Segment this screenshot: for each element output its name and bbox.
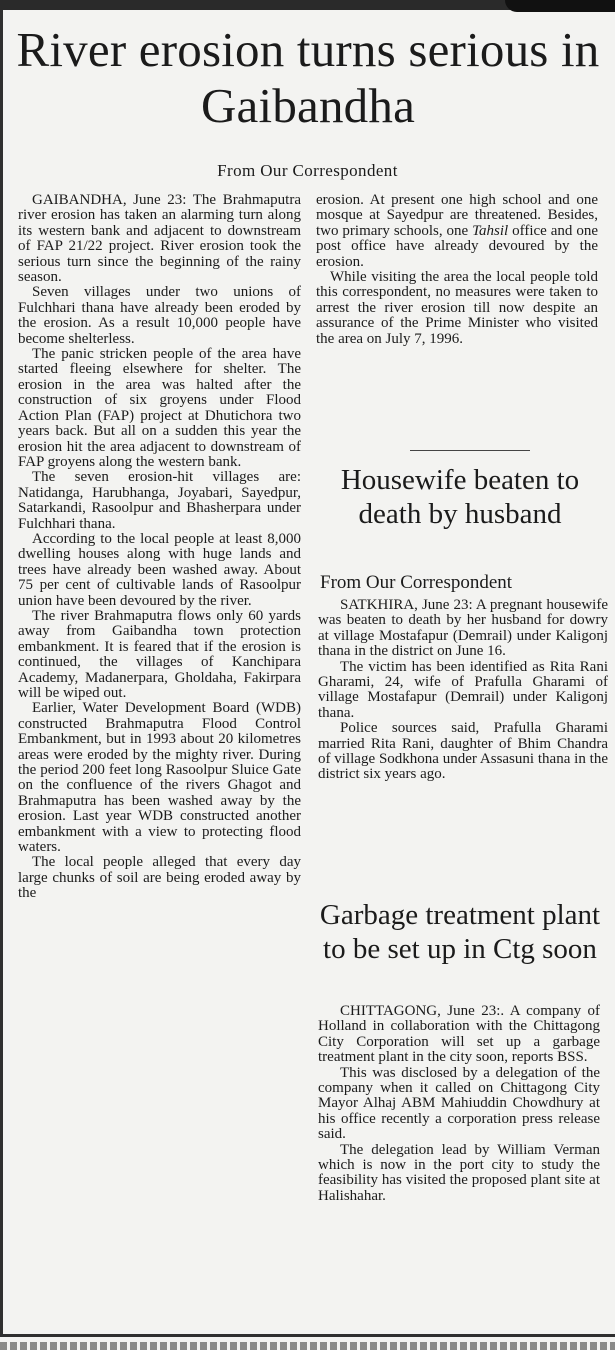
article1-paragraph: Earlier, Water Development Board (WDB) constructed Brahmaputra Flood Control Embankment, but in 1993 about 20 kilometres areas were eroded by the mighty river. During the period 200 feet long Rasoolpur Sluice Gate on the confluence of the rivers Ghagot and Brahmaputra has been washed away by the erosion. Last year WDB constructed another embankment with a view to protecting flood waters. (18, 700, 301, 856)
article3-paragraph: CHITTAGONG, June 23:. A company of Holland in collaboration with the Chittagong City Corporation will set up a garbage treatment plant in the city soon, reports BSS. (318, 1003, 600, 1066)
article2-paragraph: SATKHIRA, June 23: A pregnant housewife was beaten to death by her husband for dowry at village Mostafapur (Demrail) under Kaligonj thana in the district on June 16. (318, 597, 608, 660)
article2-body (318, 598, 608, 783)
article1-right-column (316, 193, 598, 347)
article1-paragraph: The panic stricken people of the area have started fleeing elsewhere for shelter. The erosion in the area was halted after the construction of six groyens under Flood Action Plan (FAP) project at Dhutichora two years back. But all on a sudden this year the erosion hit the area adjacent to downstream of FAP groyens along the western bank. (18, 346, 301, 470)
bottom-rule (0, 1334, 615, 1337)
article3-paragraph: The delegation lead by William Verman which is now in the port city to study the feasibility has visited the proposed plant site at Halishahar. (318, 1141, 600, 1204)
article-divider (410, 450, 530, 451)
article1-continued-paragraph (316, 193, 598, 270)
left-column-rule (0, 10, 3, 1335)
article2-headline: Housewife beaten to death by husband (340, 464, 580, 530)
next-article-edge (0, 1342, 615, 1350)
article3-headline: Garbage treatment plant to be set up in Ctg soon (319, 899, 601, 965)
article2-paragraph: Police sources said, Prafulla Gharami married Rita Rani, daughter of Bhim Chandra of village Sodkhona under Assasuni thana in the district six years ago. (318, 720, 608, 783)
article3-paragraph: This was disclosed by a delegation of the company when it called on Chittagong City Mayor Alhaj ABM Mahiuddin Chowdhury at his office recently a corporation press release said. (318, 1064, 600, 1143)
article3-body (318, 1004, 600, 1204)
article1-italic-term: Tahsil (472, 222, 509, 239)
article2-paragraph: The victim has been identified as Rita Rani Gharami, 24, wife of Prafulla Gharami of village Mostafapur (Demrail) under Kaligonj thana. (318, 658, 608, 721)
article1-paragraph: The seven erosion-hit villages are: Natidanga, Harubhanga, Joyabari, Sayedpur, Satarkandi, Rasoolpur and Bhasherpara under Fulchhari thana. (18, 469, 301, 532)
article1-paragraph: Seven villages under two unions of Fulchhari thana have already been eroded by the erosion. As a result 10,000 people have become shelterless. (18, 284, 301, 347)
article1-paragraph: According to the local people at least 8,000 dwelling houses along with huge lands and trees have already been washed away. About 75 per cent of cultivable lands of Rasoolpur union have been devoured by the river. (18, 530, 301, 609)
article1-left-column (18, 193, 301, 1323)
article1-paragraph: While visiting the area the local people told this correspondent, no measures were taken to arrest the river erosion till now despite an assurance of the Prime Minister who visited the area on July 7, 1996. (316, 269, 598, 347)
article1-text: erosion. At present one high school and one mosque at Sayedpur are threatened. Besides, two primary schools, one (316, 192, 598, 239)
main-byline: From Our Correspondent (217, 161, 398, 180)
article1-paragraph: GAIBANDHA, June 23: The Brahmaputra river erosion has taken an alarming turn along its western bank and adjacent to downstream of FAP 21/22 project. River erosion took the serious turn since the beginning of the rainy season. (18, 193, 301, 286)
article1-paragraph: The river Brahmaputra flows only 60 yards away from Gaibandha town protection embankment. It is feared that if the erosion is continued, the villages of Kanchipara Academy, Madanerpara, Gholdaha, Fakirpara will be wiped out. (18, 607, 301, 701)
article1-text: office and one post office have already devoured by the erosion. (316, 222, 598, 270)
article1-paragraph: The local people alleged that every day large chunks of soil are being eroded away by the (18, 854, 301, 902)
top-rule-corner (505, 0, 615, 12)
article2-byline: From Our Correspondent (320, 572, 513, 593)
main-headline: River erosion turns serious in Gaibandha (16, 22, 600, 133)
